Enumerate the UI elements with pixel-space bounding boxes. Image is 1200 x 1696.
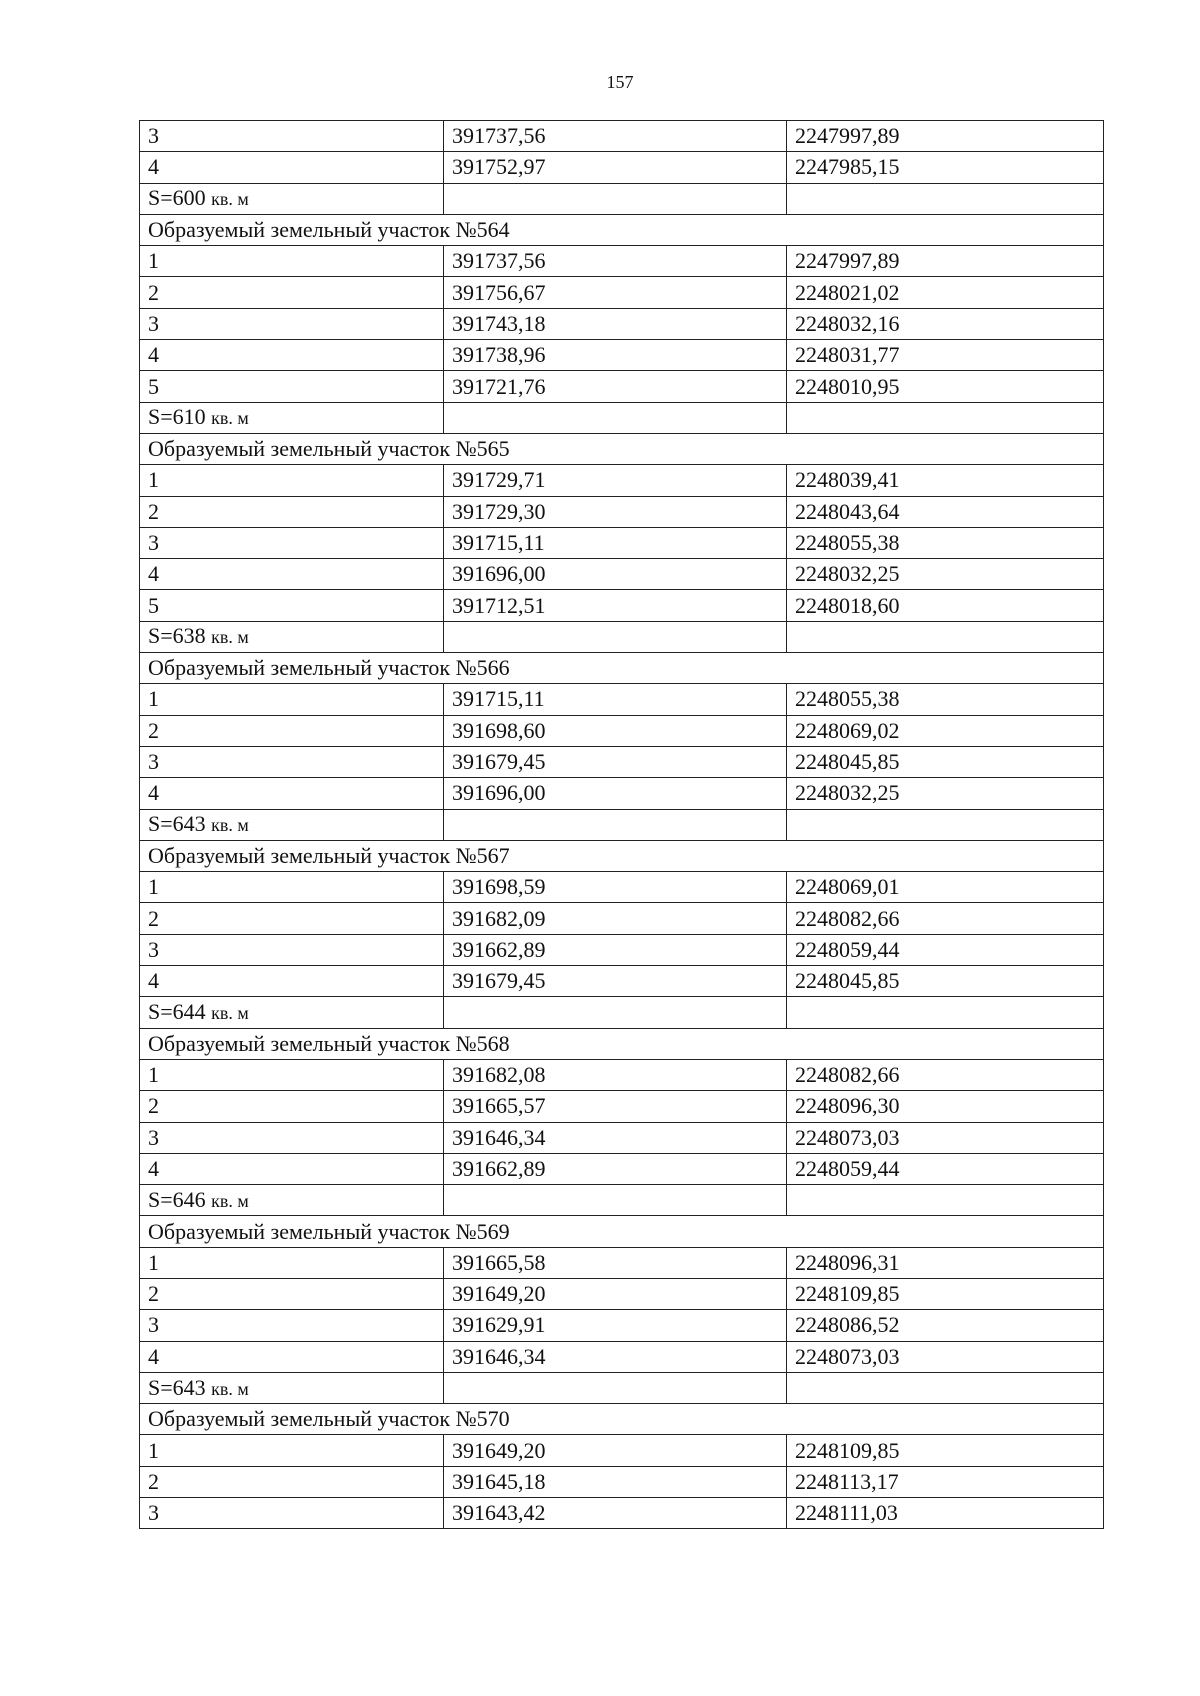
x-coordinate-cell: 391737,56 [444,246,787,277]
coordinate-row [140,590,1104,621]
y-coordinate-cell: 2248069,02 [787,715,1104,746]
point-number-cell: 5 [140,590,444,621]
x-coordinate-cell: 391752,97 [444,152,787,183]
empty-cell [444,997,787,1028]
coordinate-row [140,308,1104,339]
x-coordinate-cell: 391679,45 [444,746,787,777]
area-value: S=644 [148,998,206,1024]
point-number-cell: 1 [140,684,444,715]
coordinate-row [140,778,1104,809]
empty-cell [787,183,1104,214]
point-number-cell: 1 [140,872,444,903]
area-value: S=646 [148,1186,206,1212]
point-number-cell: 4 [140,1153,444,1184]
parcel-header-row [140,1404,1104,1435]
point-number-cell: 1 [140,246,444,277]
point-number-cell: 4 [140,966,444,997]
parcel-header-row [140,433,1104,464]
coordinate-row [140,1310,1104,1341]
y-coordinate-cell: 2248010,95 [787,371,1104,402]
y-coordinate-cell: 2248069,01 [787,872,1104,903]
coordinate-row [140,340,1104,371]
empty-cell [444,402,787,433]
coordinate-row [140,371,1104,402]
y-coordinate-cell: 2248073,03 [787,1341,1104,1372]
y-coordinate-cell: 2248096,30 [787,1091,1104,1122]
empty-cell [444,1185,787,1216]
area-cell [140,183,444,214]
parcel-title: Образуемый земельный участок №567 [140,840,1104,871]
area-value: S=610 [148,404,206,430]
x-coordinate-cell: 391696,00 [444,778,787,809]
y-coordinate-cell: 2248111,03 [787,1498,1104,1529]
area-value: S=600 [148,185,206,211]
coordinate-row [140,121,1104,152]
point-number-cell: 2 [140,903,444,934]
x-coordinate-cell: 391646,34 [444,1341,787,1372]
x-coordinate-cell: 391682,09 [444,903,787,934]
page-number: 157 [606,72,634,92]
x-coordinate-cell: 391679,45 [444,966,787,997]
x-coordinate-cell: 391698,60 [444,715,787,746]
parcel-header-row [140,214,1104,245]
parcel-header-row [140,840,1104,871]
y-coordinate-cell: 2248059,44 [787,934,1104,965]
y-coordinate-cell: 2248043,64 [787,496,1104,527]
y-coordinate-cell: 2248113,17 [787,1466,1104,1497]
area-row [140,183,1104,214]
area-value: S=643 [148,811,206,837]
point-number-cell: 3 [140,527,444,558]
empty-cell [787,809,1104,840]
x-coordinate-cell: 391696,00 [444,559,787,590]
point-number-cell: 3 [140,1310,444,1341]
y-coordinate-cell: 2248018,60 [787,590,1104,621]
coordinate-row [140,1466,1104,1497]
parcel-title: Образуемый земельный участок №570 [140,1404,1104,1435]
x-coordinate-cell: 391649,20 [444,1278,787,1309]
x-coordinate-cell: 391712,51 [444,590,787,621]
y-coordinate-cell: 2248021,02 [787,277,1104,308]
x-coordinate-cell: 391643,42 [444,1498,787,1529]
coordinate-row [140,872,1104,903]
coordinate-row [140,496,1104,527]
empty-cell [787,1185,1104,1216]
y-coordinate-cell: 2247985,15 [787,152,1104,183]
point-number-cell: 5 [140,371,444,402]
x-coordinate-cell: 391645,18 [444,1466,787,1497]
y-coordinate-cell: 2248109,85 [787,1278,1104,1309]
coordinate-row [140,527,1104,558]
empty-cell [787,997,1104,1028]
point-number-cell: 3 [140,1498,444,1529]
point-number-cell: 3 [140,1122,444,1153]
point-number-cell: 4 [140,1341,444,1372]
coordinate-row [140,152,1104,183]
point-number-cell: 2 [140,1091,444,1122]
coordinate-row [140,1435,1104,1466]
x-coordinate-cell: 391662,89 [444,1153,787,1184]
parcel-header-row [140,1028,1104,1059]
area-unit: кв. м [211,627,249,648]
x-coordinate-cell: 391646,34 [444,1122,787,1153]
y-coordinate-cell: 2248045,85 [787,966,1104,997]
y-coordinate-cell: 2248096,31 [787,1247,1104,1278]
y-coordinate-cell: 2248032,25 [787,778,1104,809]
point-number-cell: 2 [140,277,444,308]
x-coordinate-cell: 391665,58 [444,1247,787,1278]
x-coordinate-cell: 391665,57 [444,1091,787,1122]
x-coordinate-cell: 391629,91 [444,1310,787,1341]
area-row [140,997,1104,1028]
y-coordinate-cell: 2248039,41 [787,465,1104,496]
x-coordinate-cell: 391738,96 [444,340,787,371]
area-cell [140,997,444,1028]
area-cell [140,1185,444,1216]
coordinate-row [140,1278,1104,1309]
coordinate-row [140,277,1104,308]
point-number-cell: 4 [140,778,444,809]
area-row [140,1185,1104,1216]
y-coordinate-cell: 2248073,03 [787,1122,1104,1153]
point-number-cell: 4 [140,340,444,371]
x-coordinate-cell: 391743,18 [444,308,787,339]
x-coordinate-cell: 391729,30 [444,496,787,527]
point-number-cell: 3 [140,746,444,777]
y-coordinate-cell: 2248082,66 [787,1059,1104,1090]
y-coordinate-cell: 2248032,16 [787,308,1104,339]
x-coordinate-cell: 391721,76 [444,371,787,402]
point-number-cell: 3 [140,308,444,339]
empty-cell [787,621,1104,652]
area-row [140,621,1104,652]
empty-cell [787,402,1104,433]
area-cell [140,1372,444,1403]
x-coordinate-cell: 391756,67 [444,277,787,308]
area-cell [140,809,444,840]
coordinate-row [140,559,1104,590]
empty-cell [444,809,787,840]
coordinate-row [140,1153,1104,1184]
area-unit: кв. м [211,1002,249,1023]
empty-cell [444,1372,787,1403]
x-coordinate-cell: 391737,56 [444,121,787,152]
area-row [140,402,1104,433]
x-coordinate-cell: 391729,71 [444,465,787,496]
point-number-cell: 4 [140,152,444,183]
y-coordinate-cell: 2248055,38 [787,684,1104,715]
area-unit: кв. м [211,189,249,210]
empty-cell [444,621,787,652]
coordinate-row [140,1091,1104,1122]
point-number-cell: 3 [140,121,444,152]
area-value: S=638 [148,623,206,649]
x-coordinate-cell: 391698,59 [444,872,787,903]
y-coordinate-cell: 2247997,89 [787,121,1104,152]
y-coordinate-cell: 2248059,44 [787,1153,1104,1184]
point-number-cell: 2 [140,496,444,527]
area-unit: кв. м [211,408,249,429]
parcel-title: Образуемый земельный участок №564 [140,214,1104,245]
point-number-cell: 2 [140,715,444,746]
y-coordinate-cell: 2248082,66 [787,903,1104,934]
x-coordinate-cell: 391715,11 [444,527,787,558]
coordinate-row [140,715,1104,746]
coordinates-table-body [140,121,1104,1529]
area-row [140,1372,1104,1403]
coordinate-row [140,1122,1104,1153]
point-number-cell: 1 [140,1435,444,1466]
area-value: S=643 [148,1374,206,1400]
coordinate-row [140,1059,1104,1090]
y-coordinate-cell: 2248045,85 [787,746,1104,777]
x-coordinate-cell: 391682,08 [444,1059,787,1090]
x-coordinate-cell: 391649,20 [444,1435,787,1466]
empty-cell [444,183,787,214]
coordinates-table [139,120,1104,1529]
point-number-cell: 2 [140,1278,444,1309]
parcel-title: Образуемый земельный участок №568 [140,1028,1104,1059]
y-coordinate-cell: 2248031,77 [787,340,1104,371]
coordinate-row [140,246,1104,277]
y-coordinate-cell: 2248109,85 [787,1435,1104,1466]
coordinate-row [140,934,1104,965]
x-coordinate-cell: 391662,89 [444,934,787,965]
parcel-header-row [140,1216,1104,1247]
parcel-title: Образуемый земельный участок №566 [140,653,1104,684]
x-coordinate-cell: 391715,11 [444,684,787,715]
y-coordinate-cell: 2247997,89 [787,246,1104,277]
parcel-header-row [140,653,1104,684]
parcel-title: Образуемый земельный участок №569 [140,1216,1104,1247]
coordinate-row [140,465,1104,496]
area-cell [140,402,444,433]
coordinate-row [140,966,1104,997]
y-coordinate-cell: 2248086,52 [787,1310,1104,1341]
area-unit: кв. м [211,815,249,836]
coordinate-row [140,1498,1104,1529]
point-number-cell: 3 [140,934,444,965]
coordinate-row [140,1247,1104,1278]
coordinate-row [140,1341,1104,1372]
y-coordinate-cell: 2248055,38 [787,527,1104,558]
area-row [140,809,1104,840]
parcel-title: Образуемый земельный участок №565 [140,433,1104,464]
point-number-cell: 4 [140,559,444,590]
coordinate-row [140,684,1104,715]
empty-cell [787,1372,1104,1403]
area-unit: кв. м [211,1378,249,1399]
coordinate-row [140,903,1104,934]
area-unit: кв. м [211,1190,249,1211]
y-coordinate-cell: 2248032,25 [787,559,1104,590]
point-number-cell: 1 [140,465,444,496]
area-cell [140,621,444,652]
point-number-cell: 1 [140,1247,444,1278]
point-number-cell: 2 [140,1466,444,1497]
coordinate-row [140,746,1104,777]
point-number-cell: 1 [140,1059,444,1090]
